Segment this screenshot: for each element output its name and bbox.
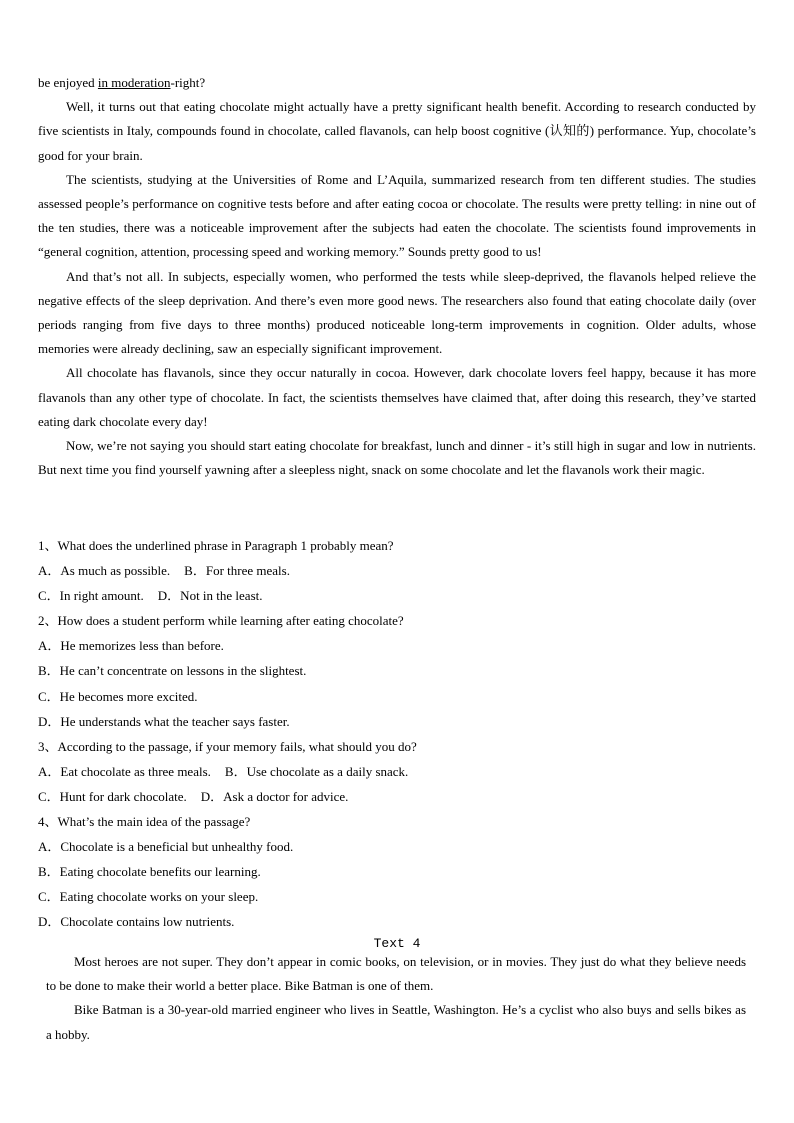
option-d: D．Not in the least. (157, 588, 263, 604)
paragraph-4: And that’s not all. In subjects, especially women, who performed the tests while sleep-deprived, the flavanols helped relieve the negative effects of the sleep deprivation. And there’s even more good news. The researchers also found that eating chocolate daily (over periods ranging from five days to three months) produced noticeable long-term improvements in cognition. Older adults, whose memories were already declining, saw an especially significant improvement. (38, 268, 756, 357)
underlined-phrase: in moderation (97, 75, 171, 90)
text4-paragraph-1: Most heroes are not super. They don’t appear in comic books, on television, or in movies. They just do what they believe needs to be done to make their world a better place. Bike Batman is one of them. (46, 954, 746, 994)
option-d: D．Ask a doctor for advice. (200, 788, 349, 804)
question-3: 3、According to the passage, if your memory fails, what should you do? (38, 738, 417, 754)
questions-block (38, 533, 756, 935)
option-a: A．Eat chocolate as three meals. (38, 763, 211, 779)
option-a: A．Chocolate is a beneficial but unhealthy food. (38, 839, 294, 855)
option-a: A．He memorizes less than before. (38, 638, 224, 654)
option-b: B．He can’t concentrate on lessons in the slightest. (38, 663, 307, 679)
question-2: 2、How does a student perform while learning after eating chocolate? (38, 613, 404, 629)
paragraph-text: be enjoyed (38, 75, 98, 90)
option-d: D．He understands what the teacher says faster. (38, 713, 290, 729)
paragraph-2: Well, it turns out that eating chocolate might actually have a pretty significant health benefit. According to research conducted by five scientists in Italy, compounds found in chocolate, called flavanols, can help boost cognitive (认知的) performance. Yup, chocolate’s good for your brain. (38, 99, 756, 163)
option-c: C．He becomes more excited. (38, 688, 198, 704)
question-3-options-row-1 (38, 759, 756, 784)
passage-body (38, 71, 756, 482)
question-1-options-row-2 (38, 583, 756, 608)
option-d: D．Chocolate contains low nutrients. (38, 914, 235, 930)
question-1: 1、What does the underlined phrase in Paragraph 1 probably mean? (38, 538, 394, 553)
question-3-options-row-2 (38, 784, 756, 809)
paragraph-3: The scientists, studying at the Universities of Rome and L’Aquila, summarized research from ten different studies. The studies assessed people’s performance on cognitive tests before and after eating cocoa or chocolate. The results were pretty telling: in nine out of the ten studies, there was a noticeable improvement after the subjects had eaten the chocolate. The scientists found improvements in “general cognition, attention, processing speed and working memory.” Sounds pretty good to us! (38, 171, 756, 260)
paragraph-6: Now, we’re not saying you should start eating chocolate for breakfast, lunch and dinner - it’s still high in sugar and low in nutrients. But next time you find yourself yawning after a sleepless night, snack on some chocolate and let the flavanols work their magic. (38, 438, 756, 478)
option-b: B．Eating chocolate benefits our learning. (38, 864, 261, 880)
paragraph-5: All chocolate has flavanols, since they occur naturally in cocoa. However, dark chocolate lovers feel happy, because it has more flavanols than any other type of chocolate. In fact, the scientists themselves have claimed that, after doing this research, they’ve started eating dark chocolate every day! (38, 365, 756, 429)
option-c: C．In right amount. (38, 588, 144, 604)
text4-paragraph-2: Bike Batman is a 30-year-old married engineer who lives in Seattle, Washington. He’s a cyclist who also buys and sells bikes as a hobby. (46, 1002, 746, 1042)
paragraph-1-end (38, 71, 756, 95)
option-c: C．Eating chocolate works on your sleep. (38, 889, 259, 905)
text4-body (46, 950, 746, 1047)
section-title: Text 4 (373, 936, 421, 951)
option-b: B．Use chocolate as a daily snack. (224, 763, 409, 779)
option-a: A．As much as possible. (38, 563, 171, 579)
option-b: B．For three meals. (184, 563, 290, 579)
option-c: C．Hunt for dark chocolate. (38, 788, 187, 804)
paragraph-text: -right? (170, 75, 206, 90)
question-4: 4、What’s the main idea of the passage? (38, 814, 251, 830)
question-1-options-row-1 (38, 558, 756, 583)
